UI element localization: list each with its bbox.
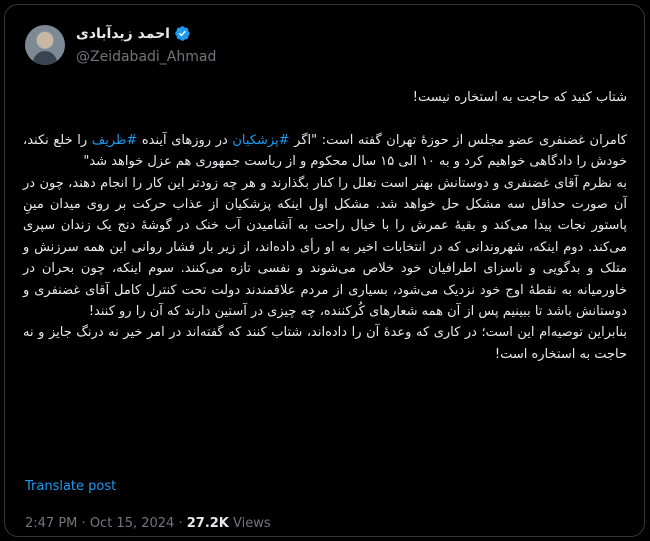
tweet-card <box>4 4 645 537</box>
tweet-time[interactable]: 2:47 PM <box>25 516 78 531</box>
hashtag-zarif[interactable]: #ظریف <box>91 132 138 148</box>
author-name[interactable]: احمد زیدآبادی <box>76 25 170 42</box>
tweet-paragraph-3: به نظرم آقای غضنفری و دوستانش بهتر است تعلل را کنار بگذارند و هر چه زودتر این کار را انجام دهند، چون در آن صورت حداقل سه مشکل حل خواهد شد. مشکل اول اینکه پزشکیان از عذاب حرکت بر روی میدان مینِ پاستور نجات پیدا می‌کند و بقیهٔ عمرش را با خیال راحت به آشامیدن آب خنک در گوشهٔ دنج یک زندان سپری می‌کند. دوم اینکه، شهروندانی که در انتخابات اخیر به او رأی داده‌اند، از زیر بار فشار روانی این همه سرزنش و متلک و بدگویی و ناسزای اطرافیان خود خلاص می‌شوند و نفسی تازه می‌کنند. سوم اینکه، چون بحران در خاورمیانه به نقطهٔ اوج خود نزدیک می‌شود، بسیاری از مردم علاقمندند دولت تحت کنترل کامل آقای غضنفری و دوستانش باشد تا ببینیم پس از آن همه شعارهای کُرکننده، چه چیزی در آستین دارند که آن را رو کنند! <box>23 175 627 320</box>
avatar[interactable] <box>25 25 65 65</box>
views-count: 27.2K <box>186 516 229 531</box>
tweet-meta <box>25 516 271 531</box>
tweet-line-1: شتاب کنید که حاجت به استخاره نیست! <box>412 90 627 105</box>
verified-badge-icon <box>174 25 191 42</box>
tweet-paragraph-4: بنابراین توصیه‌ام این است؛ در کاری که وعدهٔ آن را داده‌اند، شتاب کنند که گفته‌اند در امر خیر نه درنگ جایز و نه حاجت به استخاره است! <box>23 325 627 362</box>
author-handle[interactable]: @Zeidabadi_Ahmad <box>76 49 217 65</box>
hashtag-pezeshkian[interactable]: #پزشکیان <box>232 132 290 148</box>
tweet-text <box>23 87 627 365</box>
tweet-date[interactable]: Oct 15, 2024 <box>89 516 175 531</box>
translate-post-link[interactable]: Translate post <box>25 479 117 494</box>
tweet-paragraph-2: کامران غضنفری عضو مجلس از حوزهٔ تهران گفته است: "اگر #پزشکیان در روزهای آینده #ظریف را خلع نکند، خودش را دادگاهی خواهیم کرد و به ۱۰ الی ۱۵ سال محکوم و از ریاست جمهوری هم عزل خواهد شد" <box>23 132 627 170</box>
meta-separator: · <box>81 516 86 531</box>
author-row <box>76 25 191 42</box>
meta-separator-2: · <box>178 516 183 531</box>
views-label: Views <box>233 516 271 531</box>
